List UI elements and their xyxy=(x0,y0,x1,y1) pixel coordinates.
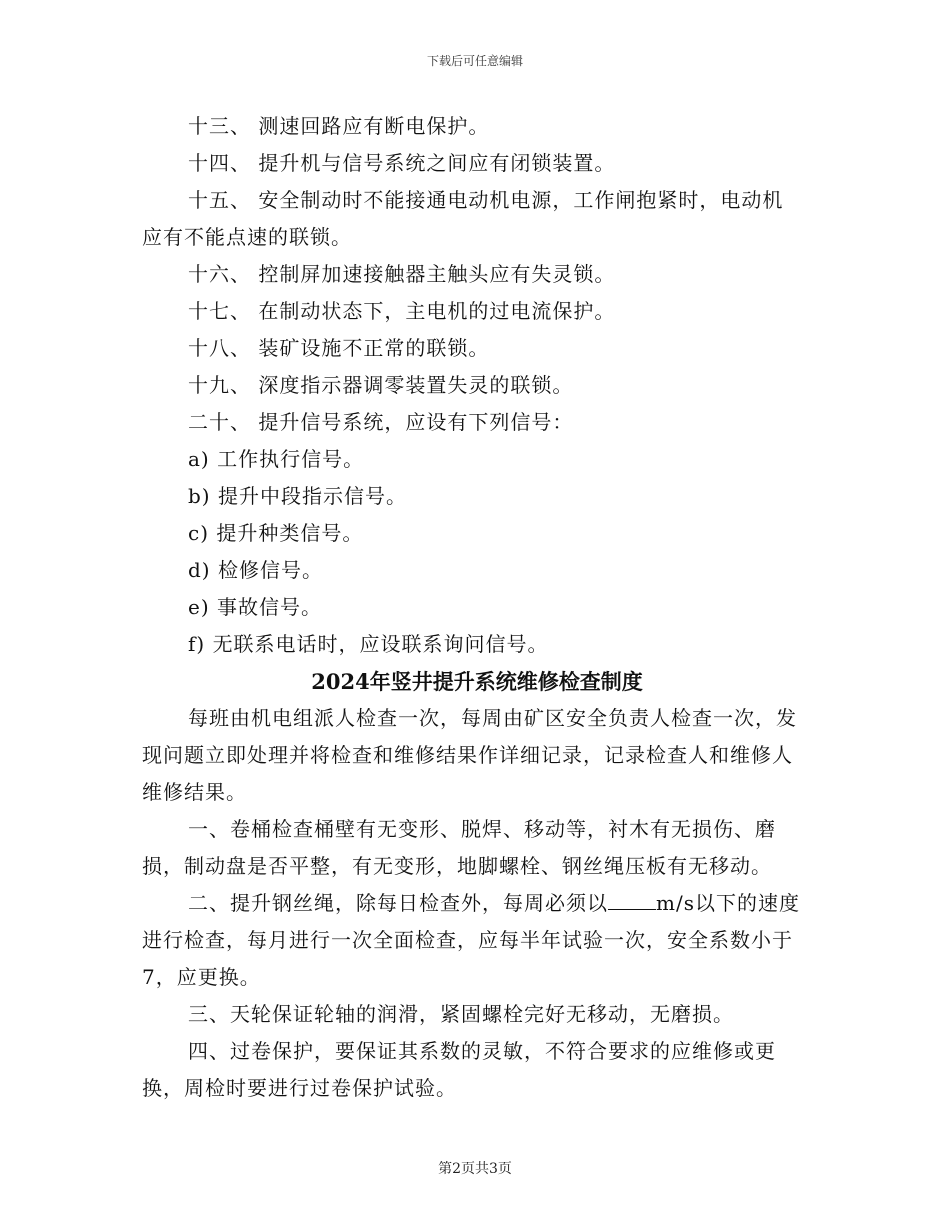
fill-in-blank xyxy=(608,891,656,910)
list-item: 二十、 提升信号系统，应设有下列信号： xyxy=(188,410,574,434)
list-item: 十六、 控制屏加速接触器主触头应有失灵锁。 xyxy=(188,262,616,286)
section-title: 2024年竖井提升系统维修检查制度 xyxy=(311,669,643,694)
document-body xyxy=(142,108,812,1107)
paragraph: 每班由机电组派人检查一次，每周由矿区安全负责人检查一次，发现问题立即处理并将检查和维修结果作详细记录，记录检查人和维修人维修结果。 xyxy=(142,706,797,804)
signal-item: e) 事故信号。 xyxy=(188,595,322,619)
list-item: 十七、 在制动状态下，主电机的过电流保护。 xyxy=(188,299,616,323)
signal-item: b) 提升中段指示信号。 xyxy=(188,484,407,508)
list-item: 十四、 提升机与信号系统之间应有闭锁装置。 xyxy=(188,151,616,175)
paragraph: 三、天轮保证轮轴的润滑，紧固螺栓完好无移动，无磨损。 xyxy=(188,1002,734,1026)
signal-item: f) 无联系电话时，应设联系询问信号。 xyxy=(188,632,549,656)
signal-item: a) 工作执行信号。 xyxy=(188,447,365,471)
paragraph: 一、卷桶检查桶壁有无变形、脱焊、移动等，衬木有无损伤、磨损，制动盘是否平整，有无变形，地脚螺栓、钢丝绳压板有无移动。 xyxy=(142,817,776,878)
list-item-continuation: 应有不能点速的联锁。 xyxy=(142,225,352,249)
rope-text-before: 二、提升钢丝绳，除每日检查外，每周必须以 xyxy=(188,891,608,915)
paragraph-rope xyxy=(142,885,812,996)
page-footer: 第2页共3页 xyxy=(438,1161,512,1177)
page-header: 下载后可任意编辑 xyxy=(426,54,523,68)
list-item: 十三、 测速回路应有断电保护。 xyxy=(188,114,490,138)
paragraph: 四、过卷保护，要保证其系数的灵敏，不符合要求的应维修或更换，周检时要进行过卷保护试验。 xyxy=(142,1039,776,1100)
list-item: 十九、 深度指示器调零装置失灵的联锁。 xyxy=(188,373,574,397)
rope-text-after: m/s以下的速度进行检查，每月进行一次全面检查，应每半年试验一次，安全系数小于7，应更换。 xyxy=(142,891,800,989)
signal-item: d) 检修信号。 xyxy=(188,558,323,582)
list-item: 十五、 安全制动时不能接通电动机电源，工作闸抱紧时，电动机 xyxy=(188,188,784,212)
signal-item: c) 提升种类信号。 xyxy=(188,521,364,545)
list-item: 十八、 装矿设施不正常的联锁。 xyxy=(188,336,490,360)
